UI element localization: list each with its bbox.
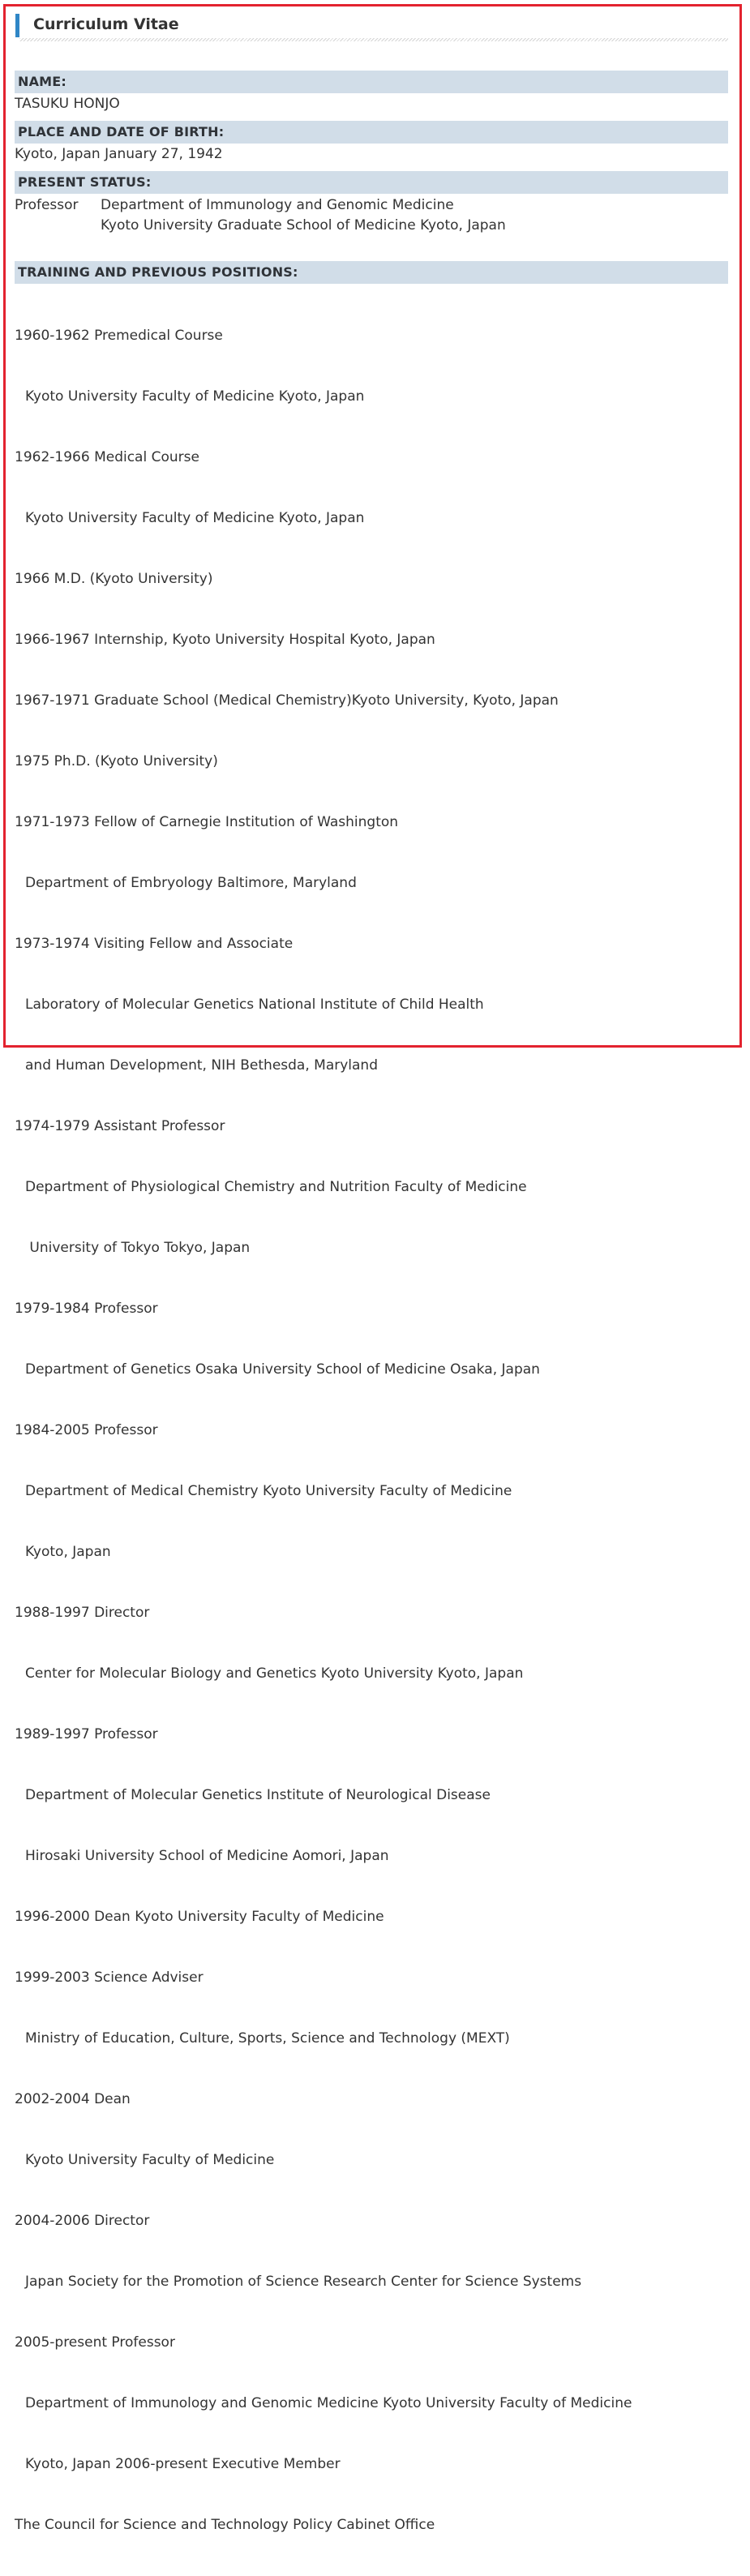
training-entry: 1989-1997 Professor [15,1726,158,1742]
training-detail: Ministry of Education, Culture, Sports, Science and Technology (MEXT) [25,2030,510,2047]
cv-content [15,6,728,2576]
training-detail: Department of Physiological Chemistry and Nutrition Faculty of Medicine [25,1179,527,1195]
training-entry: 1971-1973 Fellow of Carnegie Institution of Washington [15,814,399,830]
training-entry: 2004-2006 Director [15,2213,150,2229]
training-entry: 1966 M.D. (Kyoto University) [15,571,213,587]
training-entry: 1960-1962 Premedical Course [15,328,223,344]
status-role: Professor [15,197,79,213]
section-heading-status: PRESENT STATUS: [15,171,728,194]
training-list [15,285,728,2576]
training-detail: Kyoto University Faculty of Medicine Kyoto, Japan [25,388,365,405]
section-heading-birth: PLACE AND DATE OF BIRTH: [15,121,728,144]
training-detail: and Human Development, NIH Bethesda, Maryland [25,1057,379,1074]
status-line: Department of Immunology and Genomic Medicine [101,197,454,213]
training-entry: The Council for Science and Technology Policy Cabinet Office [15,2517,435,2533]
training-entry: 1996-2000 Dean Kyoto University Faculty of Medicine [15,1909,384,1925]
training-detail: Kyoto, Japan [25,1544,111,1560]
name-value: TASUKU HONJO [15,96,120,112]
training-detail: Japan Society for the Promotion of Science Research Center for Science Systems [25,2274,582,2290]
training-detail: Department of Genetics Osaka University School of Medicine Osaka, Japan [25,1361,540,1378]
training-entry: 1966-1967 Internship, Kyoto University Hospital Kyoto, Japan [15,632,435,648]
training-entry: 1988-1997 Director [15,1605,150,1621]
status-block [15,195,728,236]
training-entry: 1974-1979 Assistant Professor [15,1118,225,1134]
training-detail: Center for Molecular Biology and Genetics Kyoto University Kyoto, Japan [25,1665,524,1682]
training-entry: 1984-2005 Professor [15,1422,158,1438]
training-entry: 1967-1971 Graduate School (Medical Chemistry)Kyoto University, Kyoto, Japan [15,692,559,709]
training-detail: Kyoto University Faculty of Medicine [25,2152,275,2168]
training-detail: Department of Molecular Genetics Institute of Neurological Disease [25,1787,491,1803]
training-detail: University of Tokyo Tokyo, Japan [25,1240,251,1256]
training-entry: 2002-2004 Dean [15,2091,131,2107]
training-detail: Department of Immunology and Genomic Medicine Kyoto University Faculty of Medicine [25,2395,632,2411]
training-entry: 1975 Ph.D. (Kyoto University) [15,753,218,769]
training-detail: Department of Embryology Baltimore, Maryland [25,875,357,891]
status-line: Kyoto University Graduate School of Medicine Kyoto, Japan [101,217,506,234]
training-entry: 2005-present Professor [15,2334,175,2351]
cv-frame [3,4,742,2533]
section-heading-training: TRAINING AND PREVIOUS POSITIONS: [15,261,728,284]
status-affiliation [101,195,506,236]
birth-value: Kyoto, Japan January 27, 1942 [15,146,223,162]
training-entry: 1973-1974 Visiting Fellow and Associate [15,936,294,952]
training-detail: Department of Medical Chemistry Kyoto University Faculty of Medicine [25,1483,512,1499]
page-title: Curriculum Vitae [15,14,728,37]
training-detail: Laboratory of Molecular Genetics National Institute of Child Health [25,997,484,1013]
training-detail: Hirosaki University School of Medicine Aomori, Japan [25,1848,389,1864]
training-entry: 1999-2003 Science Adviser [15,1970,204,1986]
training-entry: 1962-1966 Medical Course [15,449,199,465]
training-detail: Kyoto, Japan 2006-present Executive Member [25,2456,341,2472]
training-detail: Kyoto University Faculty of Medicine Kyoto, Japan [25,510,365,526]
training-entry: 1979-1984 Professor [15,1301,158,1317]
section-heading-name: NAME: [15,71,728,93]
